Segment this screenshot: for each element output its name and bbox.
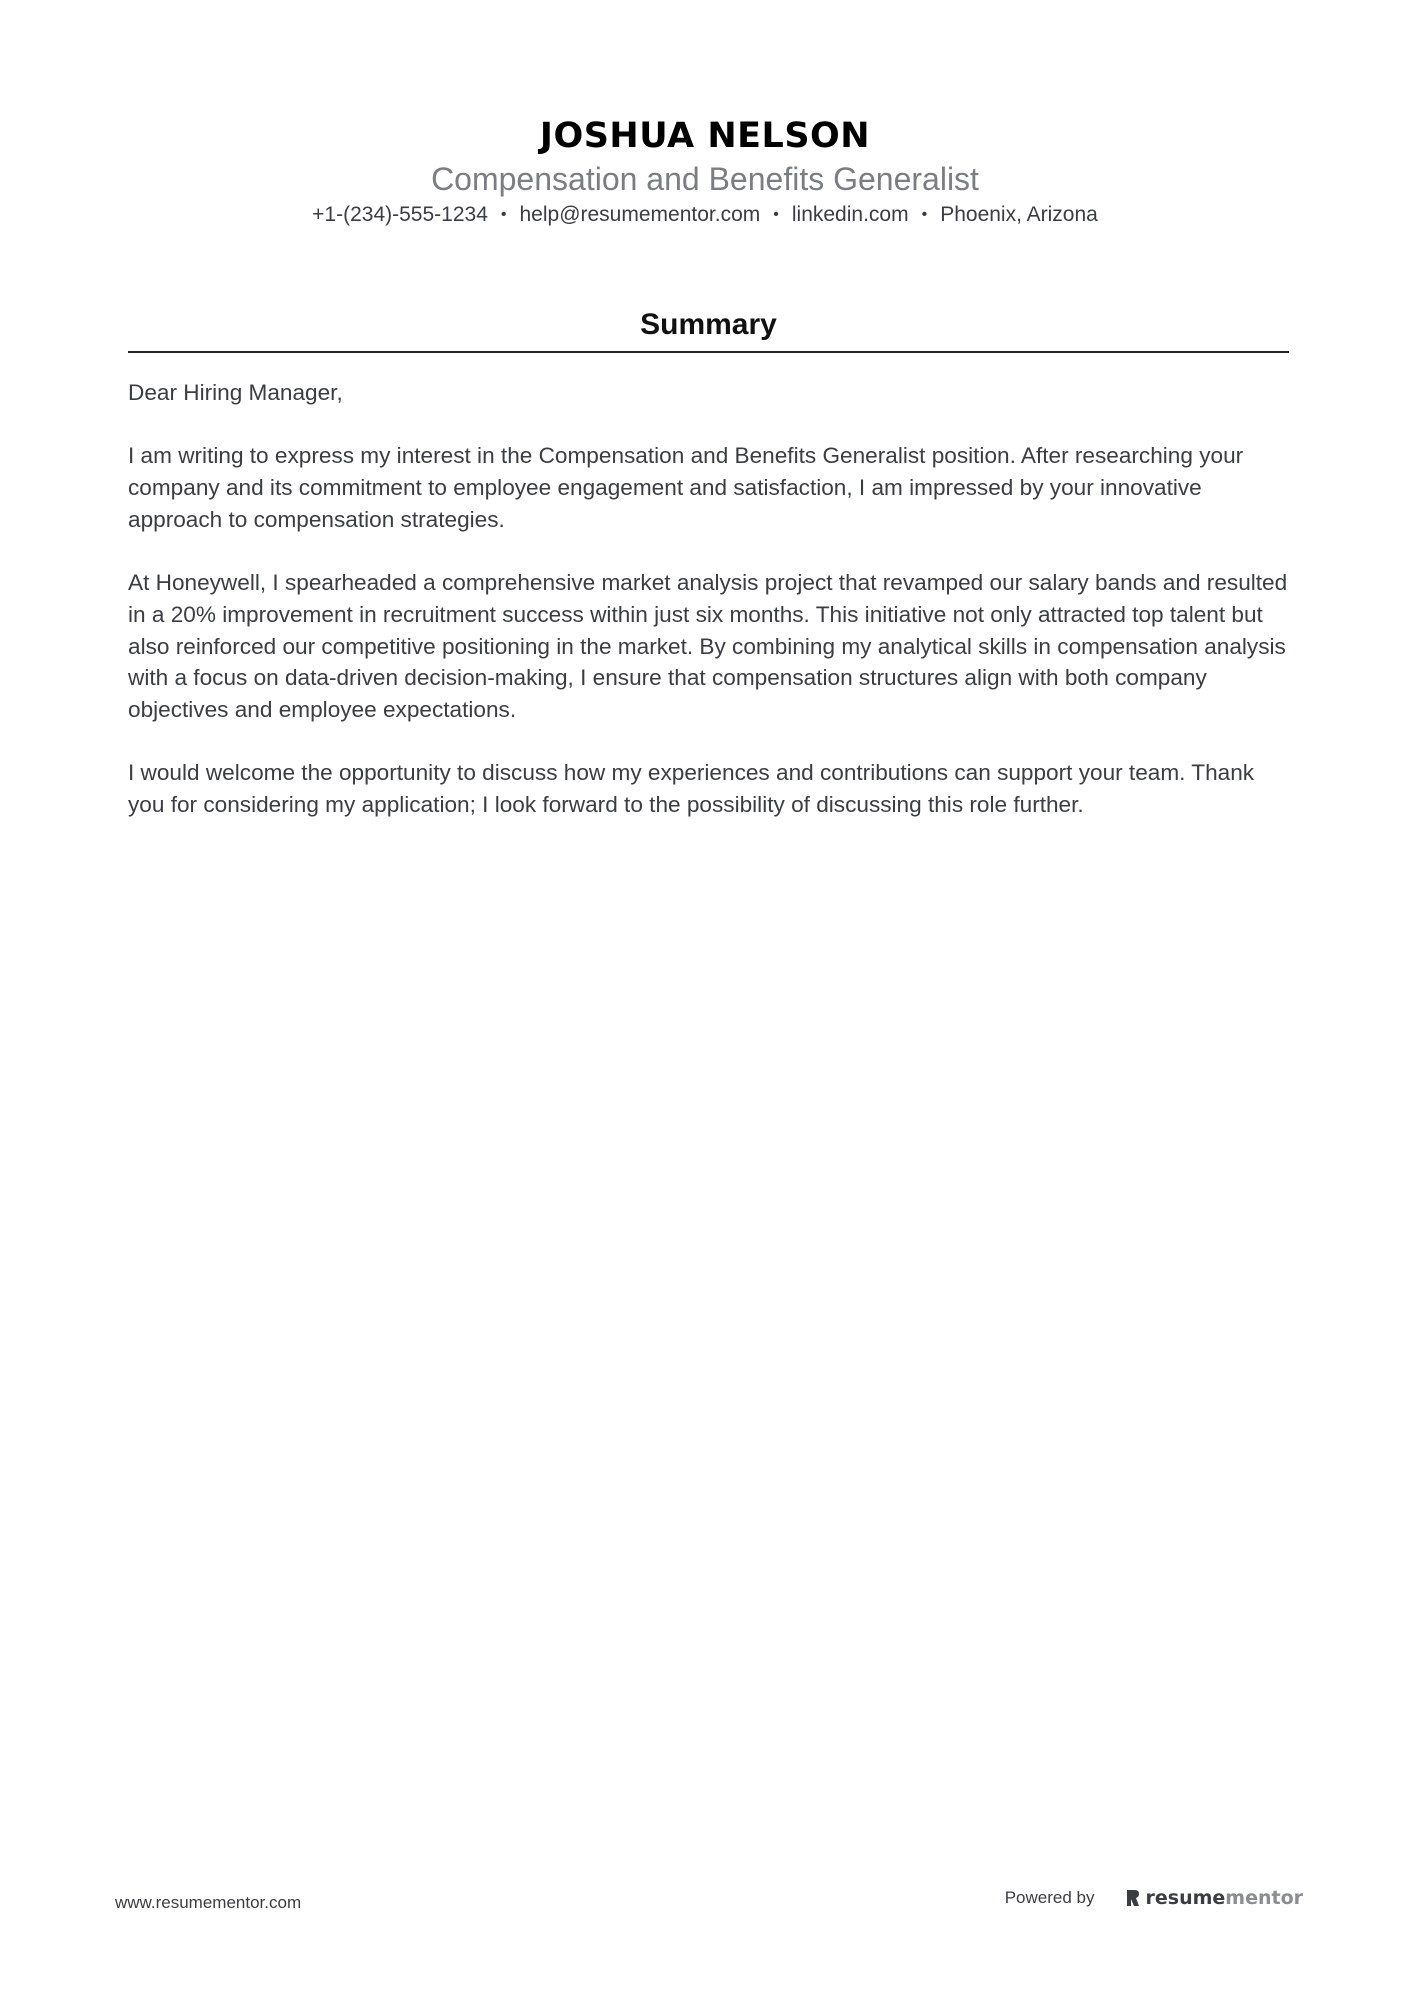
cover-letter-body <box>128 377 1289 821</box>
summary-section <box>128 303 1289 852</box>
letter-paragraph: I am writing to express my interest in the Compensation and Benefits Generalist position. After researching your company and its commitment to employee engagement and satisfaction, I am impressed by your innovative approach to compensation strategies. <box>128 443 1244 532</box>
powered-by-label: Powered by <box>1004 1888 1095 1907</box>
separator: • <box>500 206 507 223</box>
phone: +1-(234)-555-1234 <box>312 203 488 226</box>
footer-website-link[interactable]: www.resumementor.com <box>115 1893 302 1912</box>
footer-branding <box>1005 1887 1303 1909</box>
brand-logo[interactable] <box>1125 1887 1304 1909</box>
linkedin-link[interactable]: linkedin.com <box>791 203 909 226</box>
candidate-name: JOSHUA NELSON <box>539 116 871 156</box>
resumementor-logo-icon <box>1125 1888 1141 1908</box>
salutation: Dear Hiring Manager, <box>128 380 343 405</box>
resume-header <box>0 112 1410 230</box>
job-title: Compensation and Benefits Generalist <box>431 161 979 197</box>
separator: • <box>773 206 779 223</box>
contact-line <box>0 200 1410 230</box>
section-heading: Summary <box>128 303 1289 353</box>
letter-paragraph: At Honeywell, I spearheaded a comprehensive market analysis project that revamped our salary bands and resulted in a 20% improvement in recruitment success within just six months. This initiative not only attracted top talent but also reinforced our competitive positioning in the market. By combining my analytical skills in compensation analysis with a focus on data-driven decision-making, I ensure that compensation structures align with both company objectives and employee expectations. <box>128 570 1288 722</box>
brand-name-part1: resume <box>1145 1887 1226 1909</box>
location: Phoenix, Arizona <box>940 203 1098 226</box>
email-link[interactable]: help@resumementor.com <box>519 203 761 226</box>
separator: • <box>921 206 928 223</box>
letter-paragraph: I would welcome the opportunity to discuss how my experiences and contributions can support your team. Thank you for considering my application; I look forward to the possibility of discussing this role further. <box>128 760 1255 818</box>
brand-name-part2: mentor <box>1225 1887 1303 1909</box>
